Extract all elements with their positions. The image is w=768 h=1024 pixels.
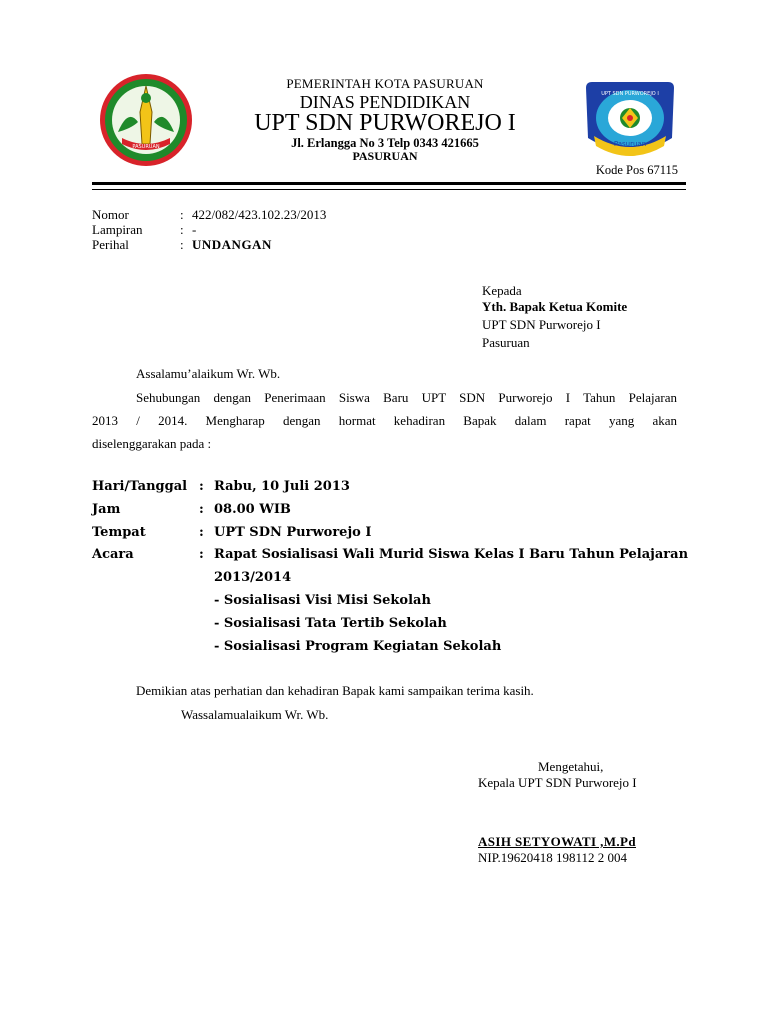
- government-name: PEMERINTAH KOTA PASURUAN: [286, 76, 484, 91]
- city-emblem-logo: [98, 72, 194, 168]
- signer-name: ASIH SETYOWATI ,M.Pd: [478, 834, 637, 849]
- agenda-item: - Sosialisasi Visi Misi Sekolah: [214, 593, 431, 608]
- event-time-value: 08.00 WIB: [214, 502, 291, 517]
- recipient-org: UPT SDN Purworejo I: [482, 317, 601, 332]
- letterhead-rule-thick: [92, 182, 686, 185]
- closing-farewell: Wassalamualaikum Wr. Wb.: [181, 707, 329, 722]
- lampiran-label: Lampiran: [92, 222, 143, 237]
- department-name: DINAS PENDIDIKAN: [299, 92, 471, 112]
- perihal-value: UNDANGAN: [192, 237, 272, 252]
- nomor-colon: :: [180, 207, 184, 222]
- lampiran-colon: :: [180, 222, 184, 237]
- greeting: Assalamu’alaikum Wr. Wb.: [136, 366, 281, 381]
- perihal-label: Perihal: [92, 237, 129, 252]
- lampiran-value: -: [192, 222, 197, 237]
- body-line-3: diselenggarakan pada :: [92, 436, 212, 451]
- postal-code: Kode Pos 67115: [595, 163, 678, 177]
- event-agenda-line-2: 2013/2014: [214, 570, 292, 585]
- event-time-colon: :: [199, 502, 204, 517]
- event-day-value: Rabu, 10 Juli 2013: [214, 479, 350, 494]
- signer-nip: NIP.19620418 198112 2 004: [478, 850, 628, 865]
- agenda-item: - Sosialisasi Tata Tertib Sekolah: [214, 616, 447, 631]
- body-line-2: 2013 / 2014. Mengharap dengan hormat kehadiran Bapak dalam rapat yang akan: [92, 413, 677, 428]
- event-day-label: Hari/Tanggal: [92, 479, 188, 494]
- school-emblem-text-bottom: Pasuruan: [613, 140, 647, 148]
- signature-title: Kepala UPT SDN Purworejo I: [478, 775, 637, 790]
- event-place-value: UPT SDN Purworejo I: [214, 525, 372, 540]
- recipient-to: Kepada: [482, 283, 522, 298]
- recipient-name: Yth. Bapak Ketua Komite: [482, 299, 628, 314]
- agenda-item: - Sosialisasi Program Kegiatan Sekolah: [214, 639, 502, 654]
- event-day-colon: :: [199, 479, 204, 494]
- school-emblem-logo: [584, 78, 676, 162]
- letterhead-rule-thin: [92, 189, 686, 190]
- signature-known: Mengetahui,: [538, 759, 604, 774]
- event-place-label: Tempat: [92, 525, 146, 540]
- nomor-label: Nomor: [92, 207, 129, 222]
- event-time-label: Jam: [92, 502, 121, 517]
- school-city: PASURUAN: [352, 149, 418, 163]
- school-name: UPT SDN PURWOREJO I: [254, 110, 516, 136]
- event-agenda-label: Acara: [92, 547, 134, 562]
- nomor-value: 422/082/423.102.23/2013: [192, 207, 327, 222]
- school-address: Jl. Erlangga No 3 Telp 0343 421665: [291, 136, 479, 150]
- event-agenda-colon: :: [199, 547, 204, 562]
- recipient-city: Pasuruan: [482, 335, 530, 350]
- school-emblem-text-top: UPT SDN PURWOREJO I: [601, 91, 659, 97]
- body-line-1: Sehubungan dengan Penerimaan Siswa Baru UPT SDN Purworejo I Tahun Pelajaran: [136, 390, 677, 405]
- event-place-colon: :: [199, 525, 204, 540]
- closing-thanks: Demikian atas perhatian dan kehadiran Bapak kami sampaikan terima kasih.: [136, 683, 534, 698]
- city-emblem-text: PASURUAN: [132, 144, 160, 150]
- perihal-colon: :: [180, 237, 184, 252]
- event-agenda-line-1: Rapat Sosialisasi Wali Murid Siswa Kelas I Baru Tahun Pelajaran: [214, 547, 689, 562]
